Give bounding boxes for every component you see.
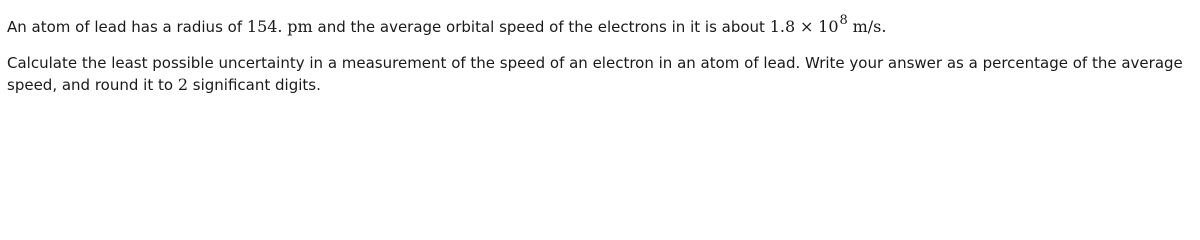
- question-line-1: [7, 53, 1183, 73]
- speed-exponent: 8: [839, 13, 848, 28]
- question-text-2-after: significant digits.: [192, 76, 321, 94]
- statement-middle: and the average orbital speed of the electrons in it is about: [317, 18, 765, 36]
- question-line-2: [7, 75, 321, 95]
- statement-prefix: An atom of lead has a radius of: [7, 18, 243, 36]
- times-sign: ×: [799, 17, 814, 36]
- speed-base: 10: [818, 17, 839, 36]
- radius-unit: pm: [287, 17, 313, 36]
- speed-mantissa: 1.8: [769, 17, 796, 36]
- question-text-2-before: speed, and round it to: [7, 76, 174, 94]
- question-text-1: Calculate the least possible uncertainty in a measurement of the speed of an electron in an atom of lead. Write your answer as a percentage of the average: [7, 54, 1183, 72]
- problem-statement: [7, 13, 887, 39]
- speed-unit: m/s.: [852, 17, 887, 36]
- sig-figs-value: 2: [177, 75, 189, 94]
- radius-value: 154.: [246, 17, 283, 36]
